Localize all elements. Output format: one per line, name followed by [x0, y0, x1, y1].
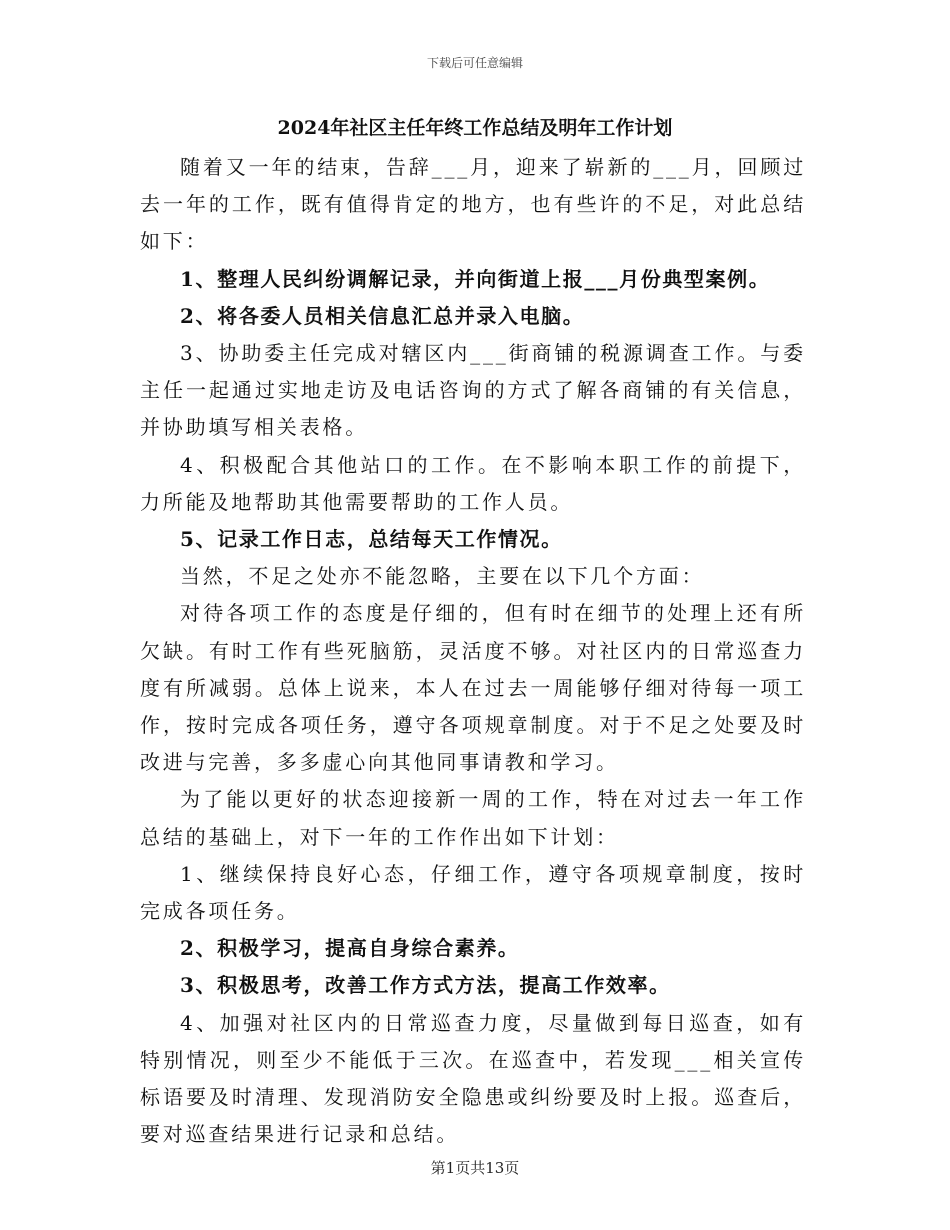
document-title: 2024年社区主任年终工作总结及明年工作计划 — [277, 117, 673, 139]
paragraph-summary-item-5: 5、记录工作日志，总结每天工作情况。 — [180, 527, 563, 552]
paragraph-shortcomings-detail: 对待各项工作的态度是仔细的，但有时在细节的处理上还有所欠缺。有时工作有些死脑筋，灵活度不够。对社区内的日常巡查力度有所减弱。总体上说来，本人在过去一周能够仔细对待每一项工作，按时完成各项任务，遵守各项规章制度。对于不足之处要及时改进与完善，多多虚心向其他同事请教和学习。 — [140, 601, 806, 775]
paragraph-plan-item-4: 4、加强对社区内的日常巡查力度，尽量做到每日巡查，如有特别情况，则至少不能低于三次。在巡查中，若发现___相关宣传标语要及时清理、发现消防安全隐患或纠纷要及时上报。巡查后，要对巡查结果进行记录和总结。 — [140, 1010, 806, 1147]
paragraph-summary-item-4: 4、积极配合其他站口的工作。在不影响本职工作的前提下，力所能及地帮助其他需要帮助的工作人员。 — [140, 452, 806, 514]
document-body — [140, 149, 806, 1153]
paragraph-summary-item-1: 1、整理人民纠纷调解记录，并向街道上报___月份典型案例。 — [180, 266, 771, 291]
paragraph-plan-item-3: 3、积极思考，改善工作方式方法，提高工作效率。 — [180, 973, 671, 998]
page-header-note: 下载后可任意编辑 — [426, 56, 523, 70]
paragraph-summary-item-3: 3、协助委主任完成对辖区内___街商铺的税源调查工作。与委主任一起通过实地走访及电话咨询的方式了解各商铺的有关信息，并协助填写相关表格。 — [140, 341, 806, 440]
paragraph-intro: 随着又一年的结束，告辞___月，迎来了崭新的___月，回顾过去一年的工作，既有值得肯定的地方，也有些许的不足，对此总结如下： — [140, 155, 806, 254]
paragraph-plan-item-1: 1、继续保持良好心态，仔细工作，遵守各项规章制度，按时完成各项任务。 — [140, 861, 806, 924]
paragraph-plan-intro: 为了能以更好的状态迎接新一周的工作，特在对过去一年工作总结的基础上，对下一年的工作作出如下计划： — [140, 787, 806, 849]
paragraph-summary-item-2: 2、将各委人员相关信息汇总并录入电脑。 — [180, 303, 585, 328]
page-number-footer: 第1页共13页 — [430, 1159, 520, 1177]
paragraph-shortcomings-intro: 当然，不足之处亦不能忽略，主要在以下几个方面： — [180, 564, 705, 589]
paragraph-plan-item-2: 2、积极学习，提高自身综合素养。 — [180, 936, 520, 961]
